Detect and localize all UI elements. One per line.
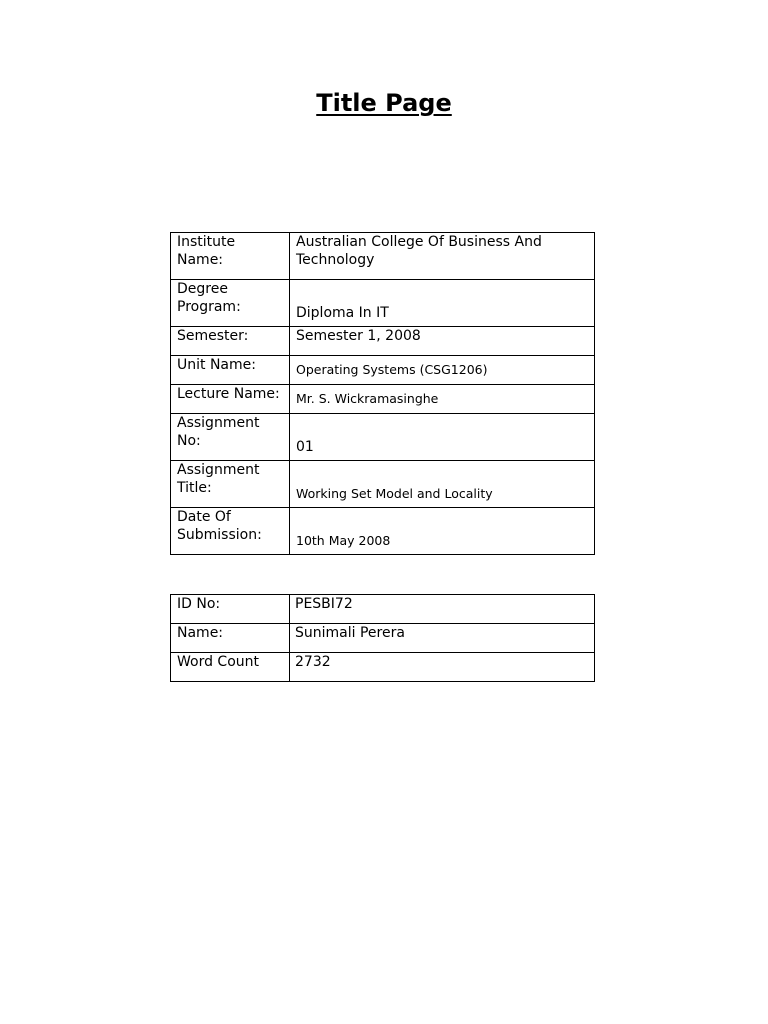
assignment-no-label: Assignment No:: [171, 414, 290, 461]
id-no-label: ID No:: [171, 595, 290, 624]
table-row: [171, 414, 595, 461]
institute-name-value: Australian College Of Business And Technology: [290, 233, 595, 280]
table-row: [171, 653, 595, 682]
word-count-label: Word Count: [171, 653, 290, 682]
word-count-value: 2732: [290, 653, 595, 682]
table-row: [171, 280, 595, 327]
assignment-title-label: Assignment Title:: [171, 461, 290, 508]
table-row: [171, 595, 595, 624]
student-name-value: Sunimali Perera: [290, 624, 595, 653]
institute-name-label: Institute Name:: [171, 233, 290, 280]
assignment-details-table: [170, 232, 595, 555]
semester-value: Semester 1, 2008: [290, 327, 595, 356]
degree-program-value: Diploma In IT: [290, 280, 595, 327]
date-of-submission-label: Date Of Submission:: [171, 508, 290, 555]
unit-name-value: Operating Systems (CSG1206): [290, 356, 595, 385]
lecture-name-value: Mr. S. Wickramasinghe: [290, 385, 595, 414]
table-row: [171, 233, 595, 280]
table-row: [171, 624, 595, 653]
lecture-name-label: Lecture Name:: [171, 385, 290, 414]
student-name-label: Name:: [171, 624, 290, 653]
student-details-table: [170, 594, 595, 682]
semester-label: Semester:: [171, 327, 290, 356]
table-row: [171, 461, 595, 508]
table-row: [171, 356, 595, 385]
date-of-submission-value: 10th May 2008: [290, 508, 595, 555]
page-title: Title Page: [316, 89, 452, 117]
degree-program-label: Degree Program:: [171, 280, 290, 327]
table-row: [171, 508, 595, 555]
id-no-value: PESBI72: [290, 595, 595, 624]
assignment-title-value: Working Set Model and Locality: [290, 461, 595, 508]
unit-name-label: Unit Name:: [171, 356, 290, 385]
assignment-no-value: 01: [290, 414, 595, 461]
table-row: [171, 385, 595, 414]
table-row: [171, 327, 595, 356]
